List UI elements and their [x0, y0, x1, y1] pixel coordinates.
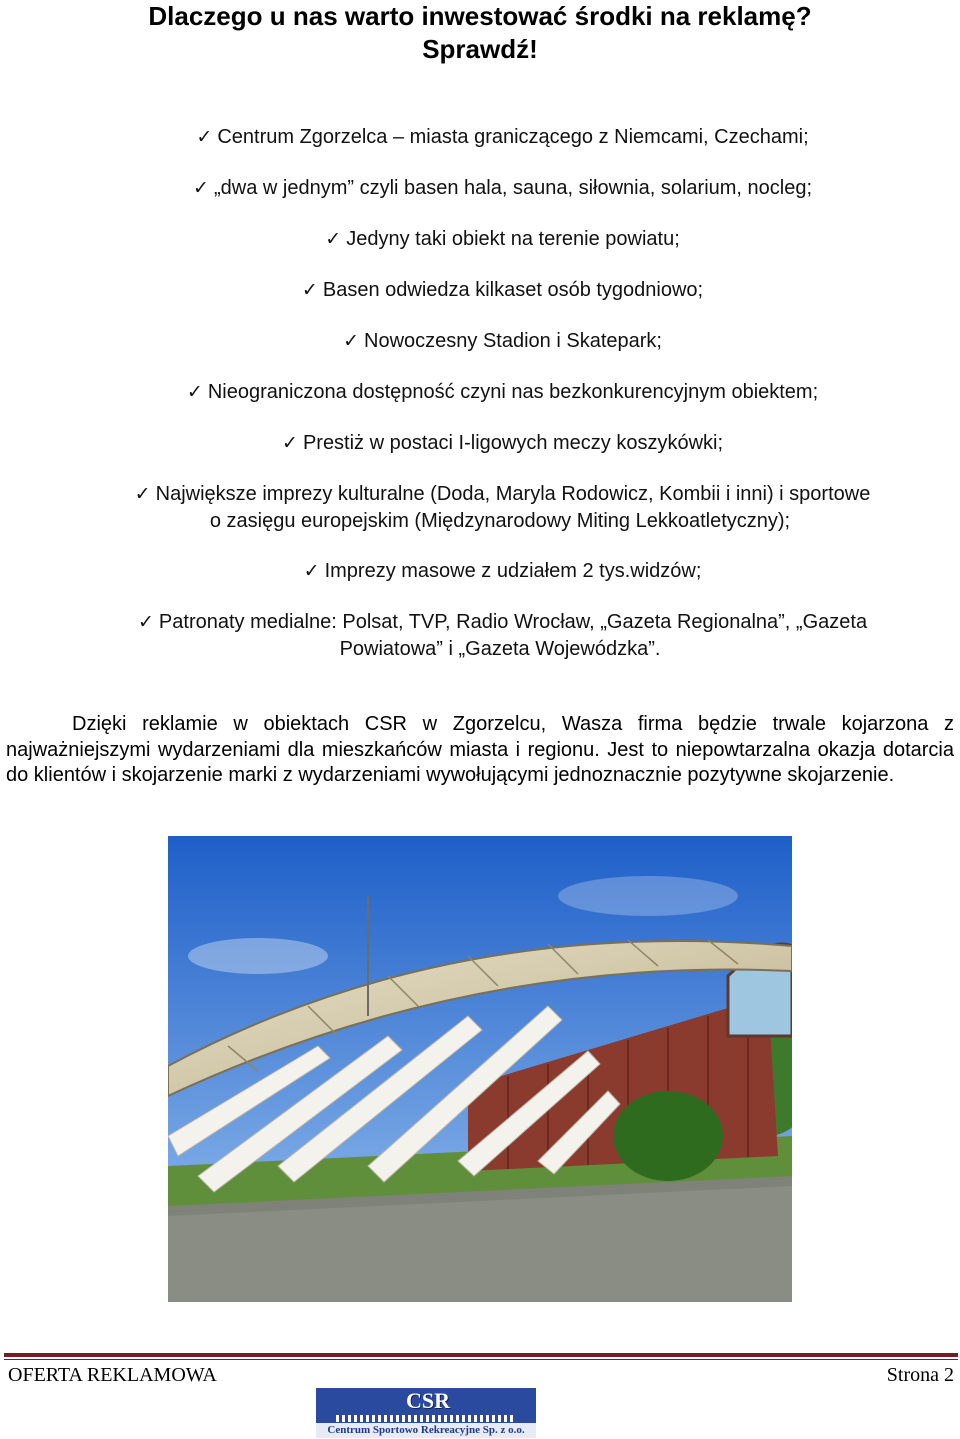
feature-text: Nowoczesny Stadion i Skatepark;: [364, 330, 662, 352]
feature-text: „dwa w jednym” czyli basen hala, sauna, siłownia, solarium, nocleg;: [213, 177, 813, 199]
feature-text-line1: Patronaty medialne: Polsat, TVP, Radio Wrocław, „Gazeta Regionalna”, „Gazeta: [158, 611, 868, 633]
feature-item: [70, 328, 930, 355]
logo-mark: CSR: [405, 1388, 450, 1413]
feature-item: [70, 609, 930, 662]
sports-hall-photo: [168, 836, 792, 1302]
check-mark-icon: ✓: [196, 127, 213, 148]
footer-divider-thin: [4, 1359, 958, 1360]
footer-offer-label: OFERTA REKLAMOWA: [8, 1364, 217, 1386]
feature-item: [70, 481, 930, 534]
feature-text-line2: Powiatowa” i „Gazeta Wojewódzka”.: [339, 638, 661, 660]
page-title: [60, 0, 900, 66]
feature-text: Prestiż w postaci I-ligowych meczy koszykówki;: [302, 432, 724, 454]
check-mark-icon: ✓: [186, 382, 203, 403]
feature-text: Centrum Zgorzelca – miasta graniczącego z Niemcami, Czechami;: [217, 126, 809, 148]
feature-text: Nieograniczona dostępność czyni nas bezkonkurencyjnym obiektem;: [207, 381, 819, 403]
promo-paragraph: Dzięki reklamie w obiektach CSR w Zgorzelcu, Wasza firma będzie trwale kojarzona z najważniejszymi wydarzeniami dla mieszkańców miasta i regionu. Jest to niepowtarzalna okazja dotarcia do klientów i skojarzenie marki z wydarzeniami wywołującymi jednoznacznie pozytywne skojarzenie.: [6, 713, 954, 786]
feature-text: Jedyny taki obiekt na terenie powiatu;: [346, 228, 680, 250]
check-mark-icon: ✓: [193, 178, 209, 199]
check-mark-icon: ✓: [343, 331, 359, 352]
feature-text: Imprezy masowe z udziałem 2 tys.widzów;: [324, 560, 702, 582]
feature-text-line1: Największe imprezy kulturalne (Doda, Maryla Rodowicz, Kombii i inni) i sportowe: [155, 483, 871, 505]
page-title-line2: Sprawdź!: [422, 34, 538, 64]
check-mark-icon: ✓: [303, 561, 320, 582]
feature-item: [70, 379, 930, 406]
check-mark-icon: ✓: [134, 484, 151, 505]
logo-columns-graphic: [336, 1415, 516, 1422]
page-title-line1: Dlaczego u nas warto inwestować środki na reklamę?: [148, 1, 812, 31]
feature-item: [70, 558, 930, 585]
logo-company-name: Centrum Sportowo Rekreacyjne Sp. z o.o.: [327, 1424, 525, 1436]
check-mark-icon: ✓: [137, 612, 154, 633]
check-mark-icon: ✓: [281, 433, 298, 454]
page-number: Strona 2: [886, 1364, 954, 1386]
check-mark-icon: ✓: [325, 229, 342, 250]
check-mark-icon: ✓: [301, 280, 318, 301]
feature-item: [70, 277, 930, 304]
feature-text-line2: o zasięgu europejskim (Międzynarodowy Miting Lekkoatletyczny);: [209, 510, 791, 532]
feature-item: [70, 175, 930, 202]
feature-item: [70, 430, 930, 457]
footer-divider: [4, 1353, 958, 1357]
csr-logo: [316, 1388, 536, 1438]
feature-item: [70, 226, 930, 253]
feature-text: Basen odwiedza kilkaset osób tygodniowo;: [322, 279, 704, 301]
feature-item: [70, 124, 930, 151]
